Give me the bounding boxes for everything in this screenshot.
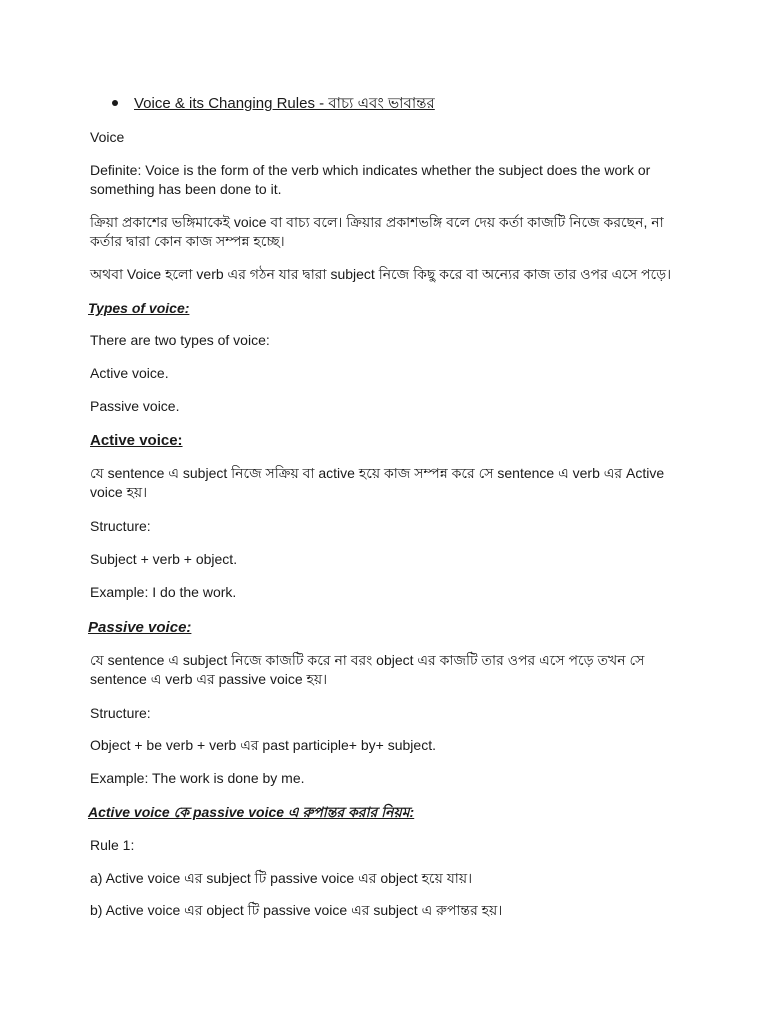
active-description: যে sentence এ subject নিজে সক্রিয় বা active হয়ে কাজ সম্পন্ন করে সে sentence এ verb এর Active voice হয়।: [90, 465, 665, 500]
active-structure-label: Structure:: [90, 518, 151, 534]
passive-structure-label: Structure:: [90, 705, 151, 721]
passive-heading: Passive voice:: [88, 619, 192, 636]
definition-text: Definite: Voice is the form of the verb which indicates whether the subject does the work or something has been done to it.: [90, 162, 651, 197]
rule1-item-b: b) Active voice এর object টি passive voice এর subject এ রুপান্তর হয়।: [90, 902, 503, 918]
voice-label: Voice: [90, 129, 125, 145]
bangla-definition-1: ক্রিয়া প্রকাশের ভঙ্গিমাকেই voice বা বাচ্য বলে। ক্রিয়ার প্রকাশভঙ্গি বলে দেয় কর্তা কাজটি নিজে করছেন, না কর্তার দ্বারা কোন কাজ সম্পন্ন হচ্ছে।: [90, 214, 664, 249]
page-title: Voice & its Changing Rules - বাচ্য এবং ভাবান্তর: [134, 95, 435, 112]
types-heading: Types of voice:: [88, 300, 190, 316]
active-example: Example: I do the work.: [90, 584, 237, 600]
passive-description: যে sentence এ subject নিজে কাজটি করে না বরং object এর কাজটি তার ওপর এসে পড়ে তখন সে sentence এ verb এর passive voice হয়।: [90, 652, 645, 687]
passive-example: Example: The work is done by me.: [90, 770, 305, 786]
title-bullet-row: [112, 94, 435, 113]
rule1-item-a: a) Active voice এর subject টি passive voice এর object হয়ে যায়।: [90, 870, 473, 886]
bangla-definition-2: অথবা Voice হলো verb এর গঠন যার দ্বারা subject নিজে কিছু করে বা অন্যের কাজ তার ওপর এসে পড়ে।: [90, 266, 672, 282]
active-structure: Subject + verb + object.: [90, 551, 238, 567]
active-heading: Active voice:: [90, 432, 183, 449]
type-passive-item: Passive voice.: [90, 398, 180, 414]
bullet-icon: [112, 100, 118, 106]
type-active-item: Active voice.: [90, 365, 169, 381]
types-intro: There are two types of voice:: [90, 332, 270, 348]
rule1-label: Rule 1:: [90, 837, 135, 853]
passive-structure: Object + be verb + verb এর past participle+ by+ subject.: [90, 737, 436, 753]
rules-heading: Active voice কে passive voice এ রুপান্তর করার নিয়ম:: [88, 804, 415, 820]
